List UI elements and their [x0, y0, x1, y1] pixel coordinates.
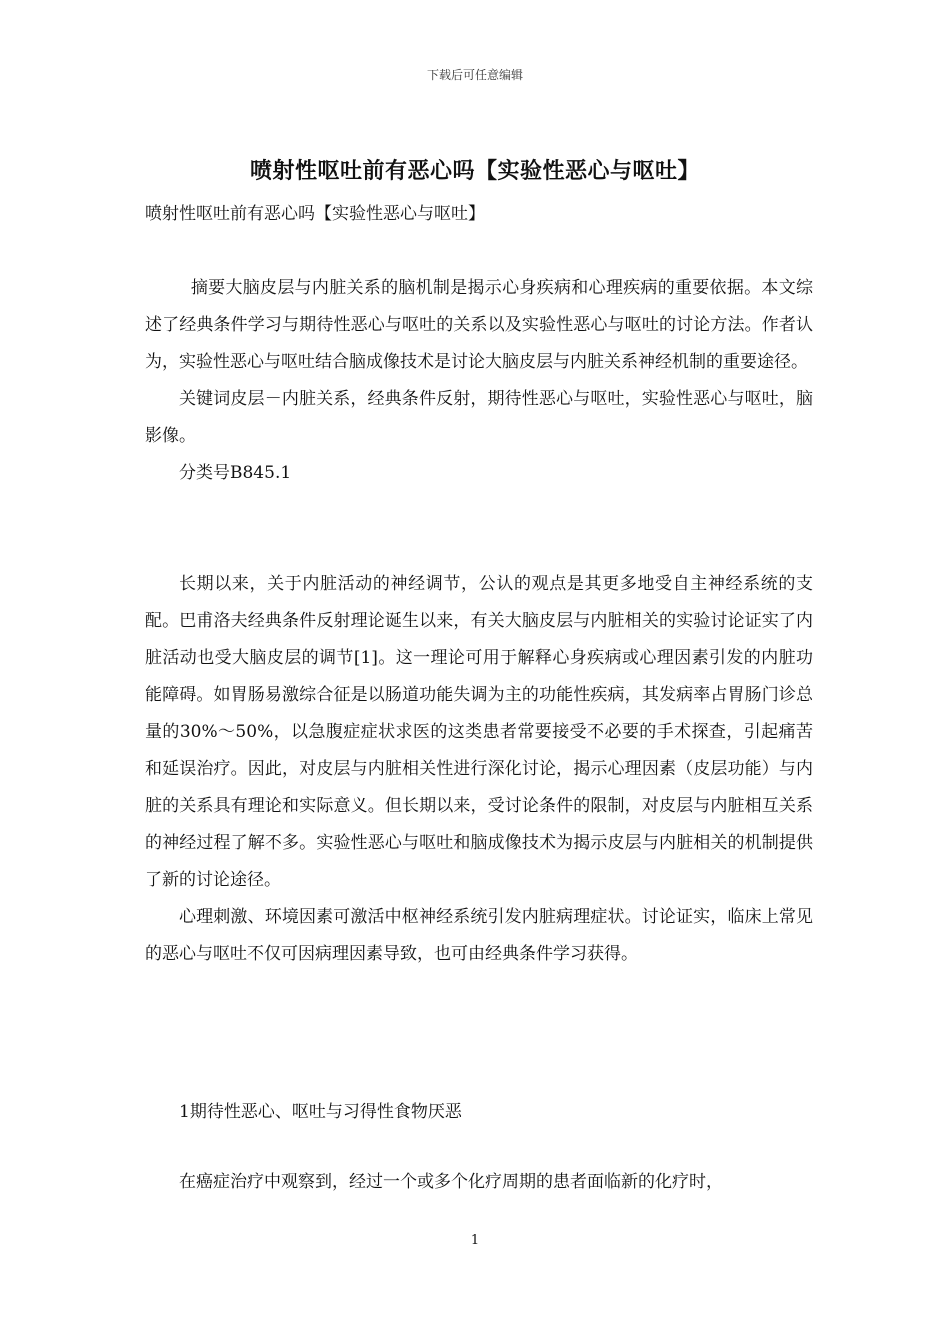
continued-section	[145, 1164, 813, 1201]
body-paragraph: 心理刺激、环境因素可激活中枢神经系统引发内脏病理症状。讨论证实，临床上常见的恶心与呕吐不仅可因病理因素导致，也可由经典条件学习获得。	[145, 907, 813, 964]
section-heading: 1期待性恶心、呕吐与习得性食物厌恶	[179, 1102, 462, 1122]
body-paragraph: 长期以来，关于内脏活动的神经调节，公认的观点是其更多地受自主神经系统的支配。巴甫洛夫经典条件反射理论诞生以来，有关大脑皮层与内脏相关的实验讨论证实了内脏活动也受大脑皮层的调节[1]。这一理论可用于解释心身疾病或心理因素引发的内脏功能障碍。如胃肠易激综合征是以肠道功能失调为主的功能性疾病，其发病率占胃肠门诊总量的30%～50%，以急腹症症状求医的这类患者常要接受不必要的手术探查，引起痛苦和延误治疗。因此，对皮层与内脏相关性进行深化讨论，揭示心理因素（皮层功能）与内脏的关系具有理论和实际意义。但长期以来，受讨论条件的限制，对皮层与内脏相互关系的神经过程了解不多。实验性恶心与呕吐和脑成像技术为揭示皮层与内脏相关的机制提供了新的讨论途径。	[145, 574, 813, 890]
classification-paragraph: 分类号B845.1	[179, 463, 292, 483]
subtitle-text: 喷射性呕吐前有恶心吗【实验性恶心与呕吐】	[145, 204, 485, 224]
header-note: 下载后可任意编辑	[426, 68, 523, 82]
abstract-section	[145, 270, 813, 492]
document-subtitle	[145, 196, 813, 233]
document-title: 喷射性呕吐前有恶心吗【实验性恶心与呕吐】	[249, 158, 700, 184]
page-number: 1	[470, 1233, 480, 1248]
abstract-paragraph: 摘要大脑皮层与内脏关系的脑机制是揭示心身疾病和心理疾病的重要依据。本文综述了经典条件学习与期待性恶心与呕吐的关系以及实验性恶心与呕吐的讨论方法。作者认为，实验性恶心与呕吐结合脑成像技术是讨论大脑皮层与内脏关系神经机制的重要途径。	[145, 278, 813, 372]
body-paragraph: 在癌症治疗中观察到，经过一个或多个化疗周期的患者面临新的化疗时，	[179, 1172, 723, 1192]
section-heading-block	[145, 1094, 813, 1131]
body-section	[145, 566, 813, 973]
keywords-paragraph: 关键词皮层－内脏关系，经典条件反射，期待性恶心与呕吐，实验性恶心与呕吐，脑影像。	[145, 389, 813, 446]
